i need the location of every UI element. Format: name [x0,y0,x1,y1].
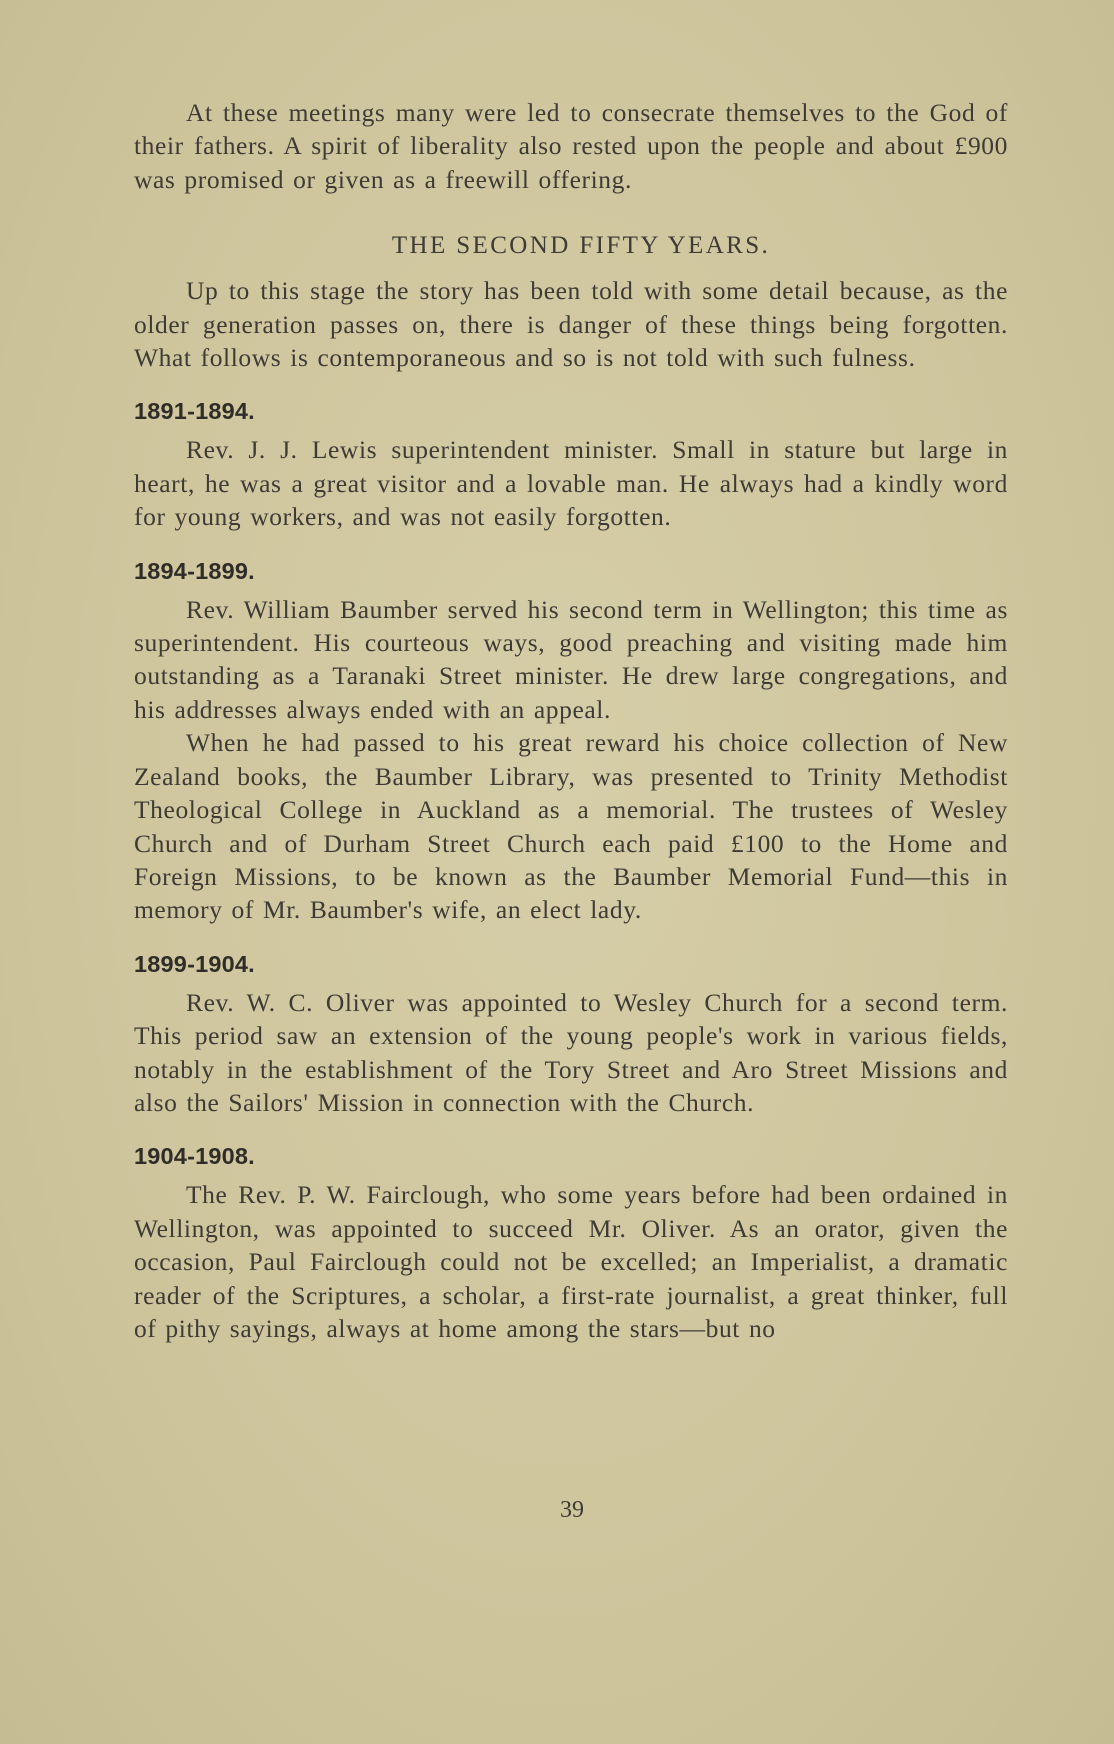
entry-paragraph: The Rev. P. W. Fairclough, who some years before had been ordained in Wellington, was appointed to succeed Mr. Oliver. As an orator, given the occasion, Paul Fairclough could not be excelled; an Imperialist, a dramatic reader of the Scriptures, a scholar, a first-rate journalist, a great thinker, full of pithy sayings, always at home among the stars—but no [134,1180,1008,1343]
year-heading: 1894-1899. [134,557,255,584]
page-number: 39 [560,1497,584,1523]
year-heading: 1899-1904. [134,950,255,977]
year-heading: 1904-1908. [134,1143,255,1170]
entry-1891-1894 [134,398,1008,533]
entry-paragraph: Rev. William Baumber served his second term in Wellington; this time as superintendent. His courteous ways, good preaching and visiting made him outstanding as a Taranaki Street minister. He drew large congregations, and his addresses always ended with an appeal. [134,594,1008,724]
document-page [134,96,1008,1696]
entry-1894-1899 [134,558,1008,927]
section-title: THE SECOND FIFTY YEARS. [391,232,771,260]
year-heading: 1891-1894. [134,398,255,425]
entry-1904-1908 [134,1143,1008,1345]
entry-1899-1904 [134,951,1008,1120]
entry-paragraph: Rev. J. J. Lewis superintendent minister. Small in stature but large in heart, he was a great visitor and a lovable man. He always had a kindly word for young workers, and was not easily forgotten. [134,435,1008,532]
section-intro-paragraph: Up to this stage the story has been told with some detail because, as the older generation passes on, there is danger of these things being forgotten. What follows is contemporaneous and so is not told with such fulness. [134,276,1008,373]
intro-paragraph: At these meetings many were led to consecrate themselves to the God of their fathers. A spirit of liberality also rested upon the people and about £900 was promised or given as a freewill offering. [134,98,1008,194]
entry-paragraph: Rev. W. C. Oliver was appointed to Wesley Church for a second term. This period saw an extension of the young people's work in various fields, notably in the establishment of the Tory Street and Aro Street Missions and also the Sailors' Mission in connection with the Church. [134,987,1008,1117]
entry-paragraph: When he had passed to his great reward his choice collection of New Zealand books, the Baumber Library, was presented to Trinity Methodist Theological College in Auckland as a memorial. The trustees of Wesley Church and of Durham Street Church each paid £100 to the Home and Foreign Missions, to be known as the Baumber Memorial Fund—this in memory of Mr. Baumber's wife, an elect lady. [134,728,1008,925]
